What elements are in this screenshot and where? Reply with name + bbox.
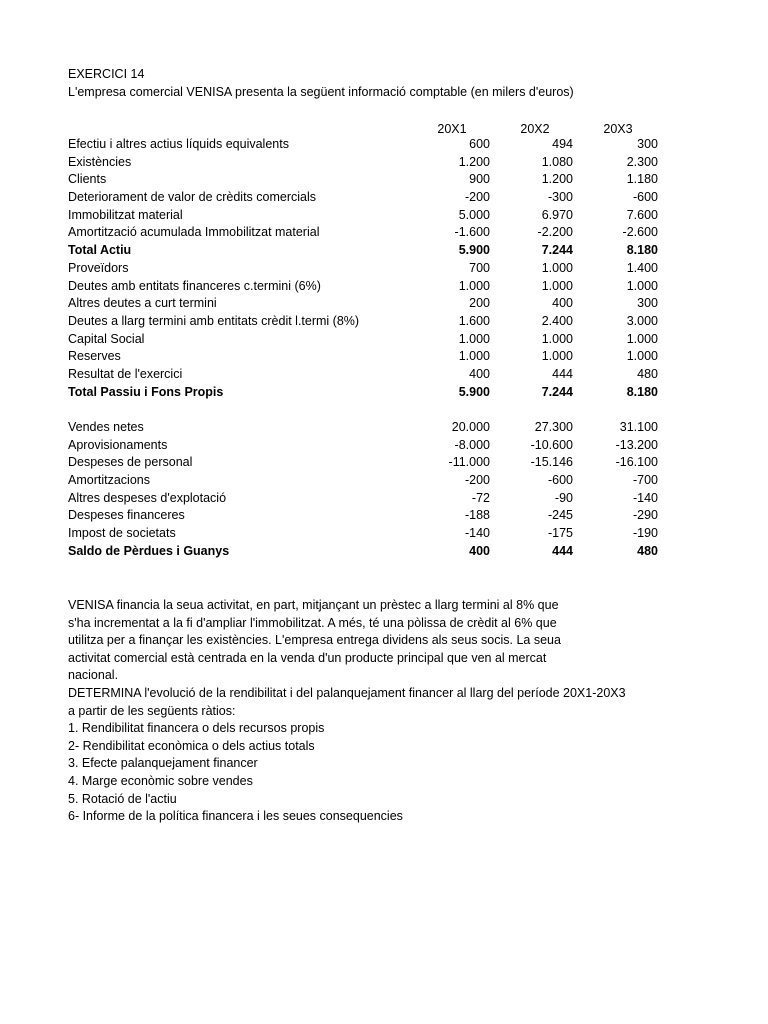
- value-cell: 400: [469, 366, 490, 381]
- value-cell: 1.600: [458, 313, 490, 328]
- table-row: [68, 295, 658, 313]
- row-label: Total Actiu: [68, 243, 132, 258]
- table-row: [68, 437, 658, 455]
- paragraph-line: nacional.: [68, 668, 119, 683]
- table-row: [68, 507, 658, 525]
- value-cell: 5.000: [458, 207, 490, 222]
- row-label: Amortització acumulada Immobilitzat material: [68, 225, 320, 240]
- exercise-subtitle: L'empresa comercial VENISA presenta la següent informació comptable (en milers d'euros): [68, 85, 574, 99]
- value-cell: 2.300: [626, 154, 658, 169]
- value-cell: 494: [552, 137, 573, 151]
- row-label: Impost de societats: [68, 526, 176, 541]
- value-cell: 8.180: [626, 243, 658, 258]
- value-cell: -16.100: [615, 455, 658, 470]
- value-cell: 444: [552, 543, 573, 558]
- value-cell: -11.000: [448, 455, 490, 470]
- value-cell: -140: [632, 490, 658, 505]
- value-cell: 900: [469, 172, 490, 187]
- value-cell: 480: [637, 366, 658, 381]
- row-label: Existències: [68, 154, 132, 169]
- value-cell: 1.000: [458, 278, 490, 293]
- row-label: Deutes a llarg termini amb entitats crèdit l.termi (8%): [68, 313, 360, 328]
- balance-sheet-table: [68, 136, 658, 401]
- row-label: Saldo de Pèrdues i Guanys: [68, 543, 230, 558]
- value-cell: -10.600: [530, 437, 573, 452]
- value-cell: 300: [637, 137, 658, 151]
- value-cell: 20.000: [451, 420, 490, 434]
- table-row: [68, 171, 658, 189]
- paragraph-line: activitat comercial està centrada en la venda d'un producte principal que ven al mercat: [68, 650, 547, 665]
- paragraph-line: a partir de les següents ràtios:: [68, 703, 236, 718]
- row-label: Total Passiu i Fons Propis: [68, 384, 224, 399]
- row-label: Amortitzacions: [68, 473, 150, 488]
- value-cell: 1.000: [541, 331, 573, 346]
- value-cell: 1.180: [626, 172, 658, 187]
- income-statement-table: [68, 419, 658, 561]
- paragraph-line: 2- Rendibilitat econòmica o dels actius totals: [68, 738, 315, 753]
- table-row: [68, 313, 658, 331]
- paragraph-line: utilitza per a finançar les existències. L'empresa entrega dividens als seus socis. La seua: [68, 633, 561, 648]
- table-row: [68, 331, 658, 349]
- value-cell: -200: [464, 473, 490, 488]
- value-cell: 400: [469, 543, 490, 558]
- table-row: [68, 260, 658, 278]
- paragraph-line: VENISA financia la seua activitat, en part, mitjançant un prèstec a llarg termini al 8% que: [68, 598, 559, 612]
- paragraph-line: 3. Efecte palanquejament financer: [68, 756, 258, 771]
- value-cell: 1.000: [626, 331, 658, 346]
- value-cell: 1.200: [458, 154, 490, 169]
- value-cell: 1.080: [541, 154, 573, 169]
- value-cell: 1.000: [626, 349, 658, 364]
- value-cell: 1.000: [541, 349, 573, 364]
- table-row: [68, 454, 658, 472]
- value-cell: 7.244: [541, 243, 573, 258]
- total-row: [68, 384, 658, 402]
- value-cell: -90: [554, 490, 573, 505]
- row-label: Deteriorament de valor de crèdits comercials: [68, 190, 317, 205]
- row-label: Deutes amb entitats financeres c.termini (6%): [68, 278, 321, 293]
- paragraph-line: 4. Marge econòmic sobre vendes: [68, 773, 253, 788]
- row-label: Altres deutes a curt termini: [68, 296, 217, 311]
- value-cell: 7.600: [626, 207, 658, 222]
- value-cell: -175: [547, 526, 573, 541]
- row-label: Capital Social: [68, 331, 145, 346]
- row-label: Vendes netes: [68, 420, 144, 434]
- value-cell: 1.000: [458, 349, 490, 364]
- value-cell: 1.200: [541, 172, 573, 187]
- value-cell: 600: [469, 137, 490, 151]
- value-cell: 8.180: [626, 384, 658, 399]
- value-cell: -2.200: [537, 225, 573, 240]
- table-row: [68, 207, 658, 225]
- value-cell: -72: [471, 490, 490, 505]
- paragraph-line: 1. Rendibilitat financera o dels recursos propis: [68, 721, 325, 736]
- row-label: Efectiu i altres actius líquids equivalents: [68, 137, 289, 151]
- year-header: 20X3: [603, 122, 633, 136]
- value-cell: 200: [469, 296, 490, 311]
- value-cell: 6.970: [541, 207, 573, 222]
- table-row: [68, 348, 658, 366]
- value-cell: -2.600: [622, 225, 658, 240]
- row-label: Clients: [68, 172, 107, 187]
- value-cell: -600: [632, 190, 658, 205]
- value-cell: 700: [469, 260, 490, 275]
- value-cell: -600: [547, 473, 573, 488]
- value-cell: -300: [547, 190, 573, 205]
- row-label: Resultat de l'exercici: [68, 366, 183, 381]
- value-cell: 31.100: [619, 420, 658, 434]
- value-cell: -200: [464, 190, 490, 205]
- year-header: 20X2: [520, 122, 550, 136]
- value-cell: -1.600: [454, 225, 490, 240]
- table-row: [68, 189, 658, 207]
- exercise-instructions: [68, 597, 668, 826]
- total-row: [68, 543, 658, 561]
- table-row: [68, 136, 658, 154]
- table-row: [68, 366, 658, 384]
- value-cell: -700: [632, 473, 658, 488]
- paragraph-line: 5. Rotació de l'actiu: [68, 791, 177, 806]
- value-cell: 1.400: [626, 260, 658, 275]
- table-row: [68, 490, 658, 508]
- value-cell: -15.146: [530, 455, 573, 470]
- value-cell: -8.000: [454, 437, 490, 452]
- value-cell: 1.000: [541, 260, 573, 275]
- paragraph-line: DETERMINA l'evolució de la rendibilitat i del palanquejament financer al llarg del període 20X1-20X3: [68, 685, 626, 700]
- value-cell: 300: [637, 296, 658, 311]
- value-cell: 7.244: [541, 384, 573, 399]
- table-row: [68, 419, 658, 437]
- value-cell: -290: [632, 508, 658, 523]
- value-cell: -245: [547, 508, 573, 523]
- value-cell: 400: [552, 296, 573, 311]
- row-label: Altres despeses d'explotació: [68, 490, 227, 505]
- table-row: [68, 154, 658, 172]
- value-cell: -190: [632, 526, 658, 541]
- row-label: Reserves: [68, 349, 121, 364]
- value-cell: 1.000: [541, 278, 573, 293]
- year-header: 20X1: [437, 122, 467, 136]
- value-cell: -13.200: [615, 437, 658, 452]
- table-row: [68, 472, 658, 490]
- table-row: [68, 525, 658, 543]
- paragraph-line: s'ha incrementat a la fi d'ampliar l'immobilitzat. A més, té una pòlissa de crèdit al 6% que: [68, 615, 557, 630]
- value-cell: 3.000: [626, 313, 658, 328]
- row-label: Despeses financeres: [68, 508, 185, 523]
- table-row: [68, 224, 658, 242]
- value-cell: 2.400: [541, 313, 573, 328]
- row-label: Immobilitzat material: [68, 207, 183, 222]
- value-cell: 1.000: [626, 278, 658, 293]
- total-row: [68, 242, 658, 260]
- row-label: Despeses de personal: [68, 455, 193, 470]
- exercise-title: EXERCICI 14: [68, 67, 145, 81]
- value-cell: -188: [464, 508, 490, 523]
- value-cell: 480: [637, 543, 658, 558]
- row-label: Aprovisionaments: [68, 437, 168, 452]
- paragraph-line: 6- Informe de la política financera i les seues consequencies: [68, 809, 403, 824]
- value-cell: 1.000: [458, 331, 490, 346]
- value-cell: 444: [552, 366, 573, 381]
- table-row: [68, 278, 658, 296]
- value-cell: 5.900: [458, 384, 490, 399]
- value-cell: 27.300: [534, 420, 573, 434]
- row-label: Proveïdors: [68, 260, 129, 275]
- value-cell: 5.900: [458, 243, 490, 258]
- value-cell: -140: [464, 526, 490, 541]
